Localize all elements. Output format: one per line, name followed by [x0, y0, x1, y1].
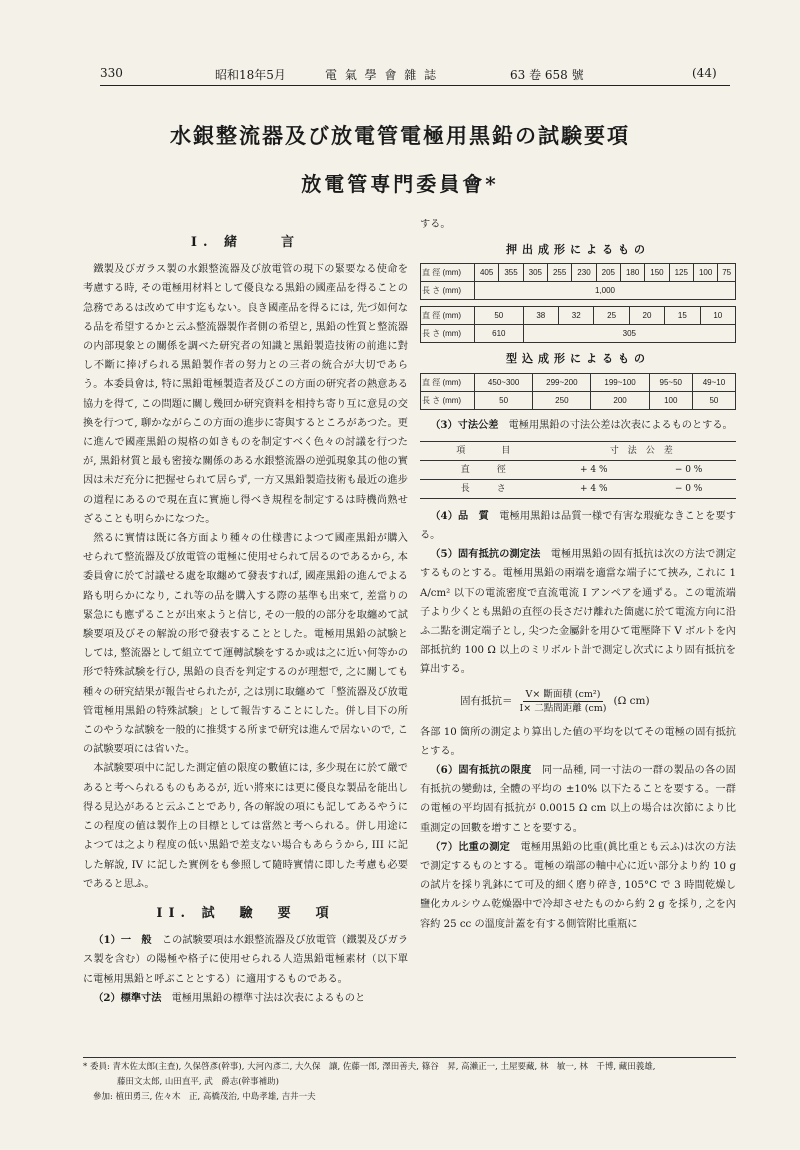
table-row: [420, 479, 736, 498]
internal-page-number: (44): [692, 66, 717, 80]
table-cell: + 4 %: [546, 460, 641, 479]
footnote-line: 參加: 植田勇三, 佐々木 正, 高橋茂治, 中島孝雄, 吉井一夫: [93, 1092, 316, 1102]
right-column: [420, 215, 736, 934]
table-caption-extruded: 押出成形によるもの: [506, 243, 650, 257]
paragraph: 鐵製及びガラス製の水銀整流器及び放電管の現下の緊要なる使命を考慮する時, その電極用材料として優良なる黒鉛の國產品を得ることの急務であるは改めて申す迄もない。良き國產品を得るには, 先づ如何なる品を希望するかと云ふ整流器製作者側の希望と, 黒鉛の性質と整流器の内部現象との關係を調べた研究者の知識と黒鉛製造技術の前進に對し不斷に捧げられる黒鉛製作者の努力との三者の統合が大切であらう。本委員會は, 特に黒鉛電極製造者及びこの方面の研究者の熱意ある協力を得て, この問題に關し幾回か研究資料を相持ち寄り互に意見の交換を行つて, 聊かながらこの方面の進步に寄與するところがあつた。更に進んで國產黒鉛の規格の如きものを制定すべく色々の討議を行つたが, 黒鉛材質と最も密接な關係のある水銀整流器の逆弧現象其の他の實因は未だ充分に把握せられて居らず, 一方又黒鉛製造技術も最近の進步の道程にあるので現在直に實施し得べき規程を制定するは時機尚熟せざることも明らかになつた。: [83, 264, 408, 525]
table-cell: 25: [594, 307, 629, 325]
issue-date: 昭和18年5月: [215, 68, 286, 82]
table-cell: 230: [572, 264, 596, 282]
table-cell: 直 徑: [420, 460, 546, 479]
footnote-line: * 委員: 青木佐太郎(主査), 久保啓彥(幹事), 大河內彥二, 大久保 讓, 佐藤一郎, 澤田善夫, 篠谷 昇, 高瀨正一, 土屋要藏, 林 敏一, 林 千博, 藏田義雄,: [83, 1062, 656, 1072]
item-heading: （6）固有抵抗の限度: [430, 764, 532, 777]
row-label: 長 さ (mm): [421, 282, 475, 300]
table-caption-molded: 型込成形によるもの: [506, 352, 650, 366]
item-quality: [420, 507, 736, 545]
item-heading: （2）標準寸法: [93, 991, 162, 1004]
formula-lhs: 固有抵抗＝: [460, 694, 513, 707]
article-author: 放電管専門委員會*: [301, 172, 499, 196]
table-cell: 199~100: [591, 373, 649, 391]
journal-name: 電 氣 學 會 雜 誌: [325, 68, 439, 82]
table-cell: 49~10: [692, 373, 735, 391]
left-column: [83, 225, 408, 1008]
formula-unit: (Ω cm): [613, 694, 650, 707]
table-row: [421, 307, 736, 325]
continuation-text: する。: [420, 219, 451, 230]
table-cell: 100: [693, 264, 717, 282]
table-cell: 405: [475, 264, 499, 282]
page-number: 330: [100, 66, 123, 80]
table-cell: 100: [649, 391, 692, 409]
column-header: 寸 法 公 差: [546, 441, 736, 460]
item-text: 電極用黒鉛の寸法公差は次表によるものとする。: [508, 419, 733, 431]
table-row: [421, 325, 736, 343]
footnote: [83, 1057, 736, 1105]
table-row: [421, 264, 736, 282]
table-row: [421, 391, 736, 409]
item-text: 電極用黒鉛の標準寸法は次表によるものと: [171, 992, 366, 1004]
table-row: [421, 373, 736, 391]
table-cell: 10: [700, 307, 735, 325]
table-cell: 205: [596, 264, 620, 282]
row-label: 直 徑 (mm): [421, 307, 475, 325]
table-cell: 610: [475, 325, 524, 343]
item-specific-gravity: [420, 838, 736, 934]
item-heading: （5）固有抵抗の測定法: [430, 548, 541, 561]
article-title: 水銀整流器及び放電管電極用黒鉛の試験要項: [170, 123, 630, 148]
item-text: 電極用黒鉛の比重(眞比重とも云ふ)は次の方法で測定するものとする。電極の端部の軸中心に近い部分より約 10 g の試片を採り乳鉢にて可及的細く磨り碎き, 105°C で 3 時間乾燥し鹽化カルシウム乾燥器中で冷却させたものから約 2 g を採り, 之を內容約 25 cc の溫度計蓋を有する側管附比重瓶に: [420, 841, 736, 930]
formula-numerator: V× 斷面積 (cm²): [523, 688, 604, 702]
table-cell: 1,000: [475, 282, 736, 300]
table-header-row: [420, 441, 736, 460]
table-cell: 125: [669, 264, 693, 282]
tolerance-table: [420, 441, 736, 499]
table-cell: 75: [718, 264, 736, 282]
item-heading: （1）一 般: [93, 934, 152, 947]
table-molded: [420, 373, 736, 410]
resistivity-formula: [460, 688, 736, 715]
table-cell: 355: [499, 264, 523, 282]
table-cell: 299~200: [533, 373, 591, 391]
paragraph: 然るに實情は既に各方面より種々の仕様書によつて國產黒鉛が購入せられて整流器及び放電管の電極に使用せられて居るのであるから, 本委員會に於て討議せる處を取纏めて發表すれば, 國產黒鉛の進んでよる路も明らかになり, これ等の品を購入する際の基準も出來て, 差當りの緊急にも應ずることが出來ようと信じ, その一般的の部分を取纏めて試験要項及びその解說の形で發表することとした。電極用黒鉛の試験としては, 整流器として組立てて運轉試験をするか或は之に近い何等かの形で特殊試験を行ひ, 黒鉛の良否を判定するのが理想で, 之に關しても種々の研究結果が報告せられたが, 之は別に取纏めて「整流器及び放電管電極用黒鉛の特殊試験」として報告することにした。併し目下の所このやうな試験を一般的に推奨する所まで研究は進んで居ないので, この試験要項には省いた。: [83, 533, 408, 756]
item-resistivity-method: [420, 545, 736, 679]
row-label: 長 さ (mm): [421, 325, 475, 343]
item-resistivity-limit: [420, 761, 736, 838]
table-cell: 95~50: [649, 373, 692, 391]
table-cell: 150: [645, 264, 669, 282]
table-cell: 50: [475, 307, 524, 325]
table-cell: 50: [475, 391, 533, 409]
table-cell: 250: [533, 391, 591, 409]
footnote-line: 藤田文太郎, 山田直平, 武 爵志(幹事補助): [117, 1077, 279, 1087]
item-text: 同一品種, 同一寸法の一群の製品の各の固有抵抗の變動は, 全體の平均の ±10% 以下たることを要する。一群の電極の平均固有抵抗が 0.0015 Ω cm 以上の場合は次節により比重測定の回數を增すことを要する。: [420, 765, 736, 834]
table-cell: 305: [523, 264, 547, 282]
table-cell: 32: [559, 307, 594, 325]
item-heading: （4）品 質: [430, 509, 489, 522]
item-heading: （7）比重の測定: [430, 840, 511, 853]
item-heading: （3）寸法公差: [430, 418, 499, 431]
item-standard-size: [83, 989, 408, 1008]
table-row: [421, 282, 736, 300]
row-label: 直 徑 (mm): [421, 373, 475, 391]
volume-number: 63 卷 658 號: [510, 68, 584, 82]
item-tolerance: [420, 416, 736, 435]
table-extruded-large: [420, 263, 736, 300]
paragraph: 各部 10 箇所の測定より算出した値の平均を以てその電極の固有抵抗とする。: [420, 726, 736, 757]
item-text: 電極用黒鉛は品質一様で有害な瑕疵なきことを要する。: [420, 510, 737, 542]
table-cell: 20: [629, 307, 664, 325]
table-cell: 長 さ: [420, 479, 546, 498]
formula-denominator: I× 二點間距離 (cm): [519, 702, 607, 714]
item-general: [83, 931, 408, 989]
formula-fraction: [517, 688, 610, 715]
table-cell: 255: [547, 264, 571, 282]
row-label: 直 徑 (mm): [421, 264, 475, 282]
row-label: 長 さ (mm): [421, 391, 475, 409]
table-cell: 180: [620, 264, 644, 282]
column-header: 項 目: [420, 441, 546, 460]
section-heading-introduction: I. 緒 言: [190, 235, 301, 250]
table-cell: 305: [523, 325, 735, 343]
table-cell: − 0 %: [641, 479, 736, 498]
table-cell: 450~300: [475, 373, 533, 391]
section-heading-test-items: II. 試 驗 要 項: [156, 905, 335, 921]
running-header: [100, 66, 730, 86]
table-cell: 15: [665, 307, 700, 325]
item-text: この試験要項は水銀整流器及び放電管（鐵製及びガラス製を含む）の陽極や格子に使用せられる人造黒鉛電極素材（以下單に電極用黒鉛と呼ぶこととする）に適用するものである。: [83, 935, 409, 985]
table-cell: 38: [523, 307, 558, 325]
table-cell: + 4 %: [546, 479, 641, 498]
table-row: [420, 460, 736, 479]
table-cell: − 0 %: [641, 460, 736, 479]
table-cell: 200: [591, 391, 649, 409]
table-extruded-small: [420, 306, 736, 343]
paragraph: 本試験要項中に記した測定値の限度の數値には, 多少現在に於て嚴であると考へられるものもあるが, 近い將來には更に優良な製品を能出し得る見込があると云ふことであり, 各の解說の項にも記してあるやうにこの程度の値は製作上の目標としては當然と考へられる。併し用途によつては之より程度の低い黒鉛で差支ない場合もあらうから, III に記した解說, IV に記した實例をも參照して隨時實情に即した考慮も必要であると思ふ。: [83, 763, 408, 890]
item-text: 電極用黒鉛の固有抵抗は次の方法で測定するものとする。電極用黒鉛の兩端を適當な端子にて挾み, これに 1 A/cm² 以下の電流密度で直流電流 I アンペアを通ずる。この電流端子より少くとも黒鉛の直徑の長さだけ離れた箇處に於て電流方向に沿ふ二點を測定端子とし, 尖つた金屬針を用ひて電壓降下 V ボルトを內部抵抗約 100 Ω 以上のミリボルト計で測定し次式により固有抵抗を算出する。: [420, 549, 737, 676]
table-cell: 50: [692, 391, 735, 409]
